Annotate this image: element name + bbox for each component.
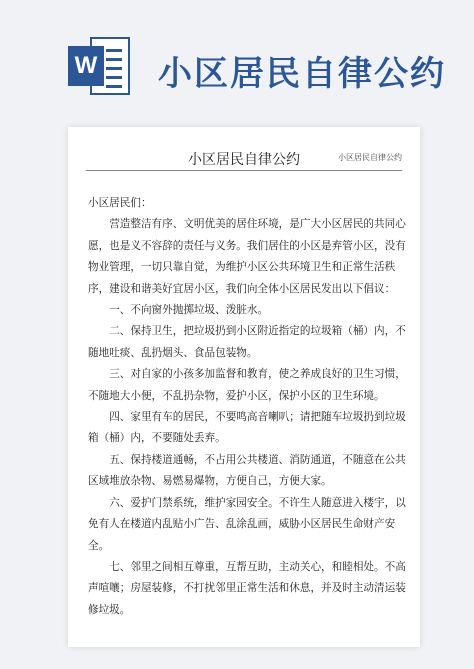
paragraph-item-2: 二、保持卫生，把垃圾扔到小区附近指定的垃圾箱（桶）内，不随地吐痰、乱扔烟头、食品包装物。 [88,325,406,359]
paragraph-intro: 营造整洁有序、文明优美的居住环境，是广大小区居民的共同心愿，也是义不容辞的责任与义务。我们居住的小区是弃管小区，没有物业管理，一切只靠自觉，为维护小区公共环境卫生和正常生活秩序，建设和谐美好宜居小区，我们向全体小区居民发出以下倡议： [88,218,406,295]
paragraph-item-4: 四、家里有车的居民，不要鸣高音喇叭；请把随车垃圾扔到垃圾箱（桶）内，不要随处丢弃。 [88,411,406,445]
word-logo-letter: W [68,46,104,86]
paragraph-item-6: 六、爱护门禁系统，维护家园安全。不许生人随意进入楼宇，以免有人在楼道内乱贴小广告、乱涂乱画，威胁小区居民生命财产安全。 [88,496,406,552]
document-page [68,127,420,647]
banner-title: 小区居民自律公约 [158,54,446,94]
paragraph-item-5: 五、保持楼道通畅，不占用公共楼道、消防通道，不随意在公共区域堆放杂物、易燃易爆物，方便自己，方便大家。 [88,453,406,488]
word-file-icon [68,37,130,95]
paragraph-item-3: 三、对自家的小孩多加监督和教育，使之养成良好的卫生习惯，不随地大小便，不乱扔杂物，爱护小区，保护小区的卫生环境。 [88,368,406,402]
running-header: 小区居民自律公约 [338,153,402,162]
paragraph-item-1: 一、不向窗外抛掷垃圾、泼脏水。 [109,304,269,317]
document-title: 小区居民自律公约 [188,152,300,168]
header-divider [86,170,402,171]
banner [0,0,474,125]
paragraph-item-7: 七、邻里之间相互尊重，互帮互助，主动关心，和睦相处。不高声喧嚷；房屋装修，不打扰邻里正常生活和休息，并及时主动清运装修垃圾。 [88,560,406,616]
salutation: 小区居民们： [88,197,152,209]
document-body [88,193,406,621]
